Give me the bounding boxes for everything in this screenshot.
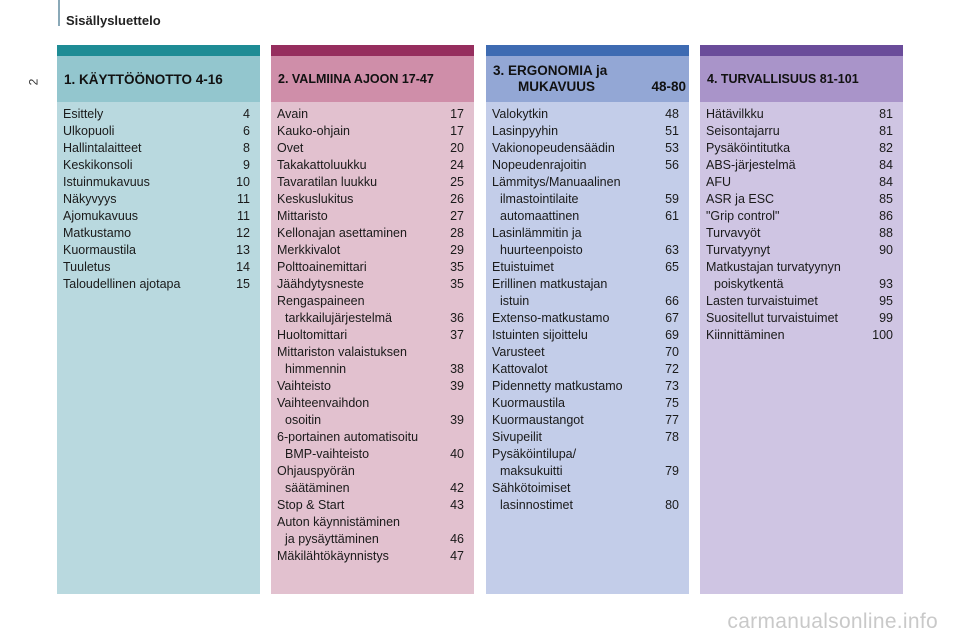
toc-entry-page: 85 xyxy=(879,192,893,206)
section-color-strip xyxy=(57,45,260,56)
toc-entry-page: 70 xyxy=(665,345,679,359)
toc-entry[interactable] xyxy=(277,327,464,344)
toc-entry-page: 28 xyxy=(450,226,464,240)
toc-entry-page: 73 xyxy=(665,379,679,393)
toc-entry-title: Lasten turvaistuimet xyxy=(706,294,818,308)
toc-entry[interactable] xyxy=(706,225,893,242)
toc-entry[interactable] xyxy=(706,157,893,174)
toc-entry[interactable] xyxy=(277,514,464,531)
toc-entry[interactable] xyxy=(492,191,679,208)
toc-entry-title: istuin xyxy=(500,294,530,308)
toc-entry-page: 4 xyxy=(243,107,250,121)
toc-entry-page: 59 xyxy=(665,192,679,206)
toc-entry-title: Keskuslukitus xyxy=(277,192,354,206)
toc-entry[interactable] xyxy=(492,106,679,123)
toc-entry[interactable] xyxy=(63,276,250,293)
toc-entry[interactable] xyxy=(492,327,679,344)
toc-entry-page: 63 xyxy=(665,243,679,257)
toc-entry[interactable] xyxy=(492,480,679,497)
toc-entry-page: 84 xyxy=(879,158,893,172)
toc-entry-page: 67 xyxy=(665,311,679,325)
toc-entry-title: Auton käynnistäminen xyxy=(277,515,400,529)
toc-entry-title: Lasinlämmitin ja xyxy=(492,226,582,240)
toc-entry-title: Matkustajan turvatyynyn xyxy=(706,260,841,274)
section-heading-line1: 3. ERGONOMIA ja xyxy=(493,63,608,78)
toc-entry-page: 65 xyxy=(665,260,679,274)
toc-entry-page: 35 xyxy=(450,277,464,291)
toc-entry[interactable] xyxy=(277,106,464,123)
toc-entry-page: 88 xyxy=(879,226,893,240)
toc-entry-title: Tuuletus xyxy=(63,260,111,274)
toc-entry[interactable] xyxy=(277,174,464,191)
toc-entry-page: 93 xyxy=(879,277,893,291)
toc-entry-page: 79 xyxy=(665,464,679,478)
toc-entry[interactable] xyxy=(63,174,250,191)
toc-entry-title: Hallintalaitteet xyxy=(63,141,142,155)
toc-entry[interactable] xyxy=(706,327,893,344)
toc-entry-page: 48 xyxy=(665,107,679,121)
toc-entry-page: 72 xyxy=(665,362,679,376)
toc-entry-title: Mäkilähtökäynnistys xyxy=(277,549,389,563)
page-number: 2 xyxy=(26,78,41,86)
toc-entry[interactable] xyxy=(277,140,464,157)
toc-entry[interactable] xyxy=(63,140,250,157)
section-color-strip xyxy=(700,45,903,56)
toc-entry[interactable] xyxy=(63,225,250,242)
toc-entry[interactable] xyxy=(492,378,679,395)
toc-entry-page: 46 xyxy=(450,532,464,546)
toc-entry-title: Kellonajan asettaminen xyxy=(277,226,407,240)
toc-entry-title: Varusteet xyxy=(492,345,545,359)
toc-entry-title: Istuinten sijoittelu xyxy=(492,328,588,342)
toc-entry[interactable] xyxy=(277,276,464,293)
toc-entry[interactable] xyxy=(277,378,464,395)
toc-entry-page: 11 xyxy=(237,209,250,223)
toc-entry[interactable] xyxy=(492,395,679,412)
toc-entry-page: 47 xyxy=(450,549,464,563)
section-ergonomia xyxy=(486,45,689,594)
toc-entry-title: Lasinpyyhin xyxy=(492,124,559,138)
toc-entry-page: 20 xyxy=(450,141,464,155)
page-title: Sisällysluettelo xyxy=(66,13,161,28)
toc-entry-title: Ohjauspyörän xyxy=(277,464,355,478)
toc-entry-title: Esittely xyxy=(63,107,104,121)
toc-entry-title: Suositellut turvaistuimet xyxy=(706,311,839,325)
toc-entry[interactable] xyxy=(277,157,464,174)
section-heading-line2 xyxy=(493,79,686,95)
toc-entry-title: Tavaratilan luukku xyxy=(277,175,378,189)
toc-entry[interactable] xyxy=(277,310,464,327)
toc-entry[interactable] xyxy=(277,429,464,446)
toc-entry-page: 27 xyxy=(450,209,464,223)
toc-entry[interactable] xyxy=(277,497,464,514)
toc-entry-title: Keskikonsoli xyxy=(63,158,133,172)
toc-entry[interactable] xyxy=(706,140,893,157)
toc-entry-title: lasinnostimet xyxy=(500,498,573,512)
toc-entry[interactable] xyxy=(492,242,679,259)
section-heading[interactable]: 4. TURVALLISUUS 81-101 xyxy=(700,56,903,102)
toc-entry[interactable] xyxy=(277,361,464,378)
toc-entry-page: 25 xyxy=(450,175,464,189)
toc-entry-page: 10 xyxy=(236,175,250,189)
toc-entry-title: Sähkötoimiset xyxy=(492,481,571,495)
toc-entry-title: huurteenpoisto xyxy=(500,243,583,257)
toc-entry[interactable] xyxy=(277,242,464,259)
toc-entry-page: 100 xyxy=(872,328,893,342)
toc-entry-title: Extenso-matkustamo xyxy=(492,311,610,325)
toc-entry[interactable] xyxy=(492,344,679,361)
toc-entry-title: BMP-vaihteisto xyxy=(285,447,370,461)
toc-entry[interactable] xyxy=(492,123,679,140)
toc-entry-title: Kiinnittäminen xyxy=(706,328,785,342)
toc-entry-page: 24 xyxy=(450,158,464,172)
toc-entry-title: AFU xyxy=(706,175,731,189)
toc-entry-title: maksukuitti xyxy=(500,464,563,478)
toc-entry-page: 82 xyxy=(879,141,893,155)
section-heading-range: 48-80 xyxy=(651,79,686,94)
toc-entry-title: Huoltomittari xyxy=(277,328,348,342)
toc-entry[interactable] xyxy=(277,531,464,548)
toc-entry-title: Mittaristo xyxy=(277,209,328,223)
toc-entry-title: Pysäköintilupa/ xyxy=(492,447,577,461)
toc-entry-page: 53 xyxy=(665,141,679,155)
toc-entry[interactable] xyxy=(63,157,250,174)
toc-entry-title: Erillinen matkustajan xyxy=(492,277,608,291)
toc-entry-page: 14 xyxy=(236,260,250,274)
toc-entry-title: Ovet xyxy=(277,141,304,155)
toc-entry-title: ilmastointilaite xyxy=(500,192,579,206)
toc-entry[interactable] xyxy=(492,140,679,157)
toc-entry-page: 81 xyxy=(879,124,893,138)
toc-entry[interactable] xyxy=(63,106,250,123)
toc-entry[interactable] xyxy=(63,123,250,140)
section-heading-title: MUKAVUUS xyxy=(518,79,595,94)
section-heading[interactable] xyxy=(486,56,689,102)
toc-entry[interactable] xyxy=(277,208,464,225)
toc-entry-title: Vakionopeudensäädin xyxy=(492,141,615,155)
toc-entry-title: Vaihteenvaihdon xyxy=(277,396,370,410)
toc-entry[interactable] xyxy=(706,123,893,140)
section-color-strip xyxy=(486,45,689,56)
toc-entry-page: 17 xyxy=(450,107,464,121)
toc-entry-page: 61 xyxy=(665,209,679,223)
toc-entry-page: 66 xyxy=(665,294,679,308)
toc-entry-title: Pysäköintitutka xyxy=(706,141,791,155)
toc-entry-title: Ajomukavuus xyxy=(63,209,139,223)
toc-entry-page: 12 xyxy=(236,226,250,240)
toc-entry-page: 26 xyxy=(450,192,464,206)
toc-entry[interactable] xyxy=(492,497,679,514)
toc-entry[interactable] xyxy=(277,123,464,140)
toc-entry[interactable] xyxy=(277,344,464,361)
toc-entry-page: 77 xyxy=(665,413,679,427)
toc-entry[interactable] xyxy=(706,106,893,123)
toc-entry-title: Stop & Start xyxy=(277,498,345,512)
toc-entry-title: Jäähdytysneste xyxy=(277,277,364,291)
toc-entry-title: ASR ja ESC xyxy=(706,192,775,206)
toc-entry-page: 84 xyxy=(879,175,893,189)
toc-list xyxy=(57,102,260,594)
toc-entry-page: 80 xyxy=(665,498,679,512)
toc-entry-title: tarkkailujärjestelmä xyxy=(285,311,392,325)
toc-entry-page: 13 xyxy=(236,243,250,257)
toc-entry-page: 17 xyxy=(450,124,464,138)
toc-entry-page: 39 xyxy=(450,413,464,427)
toc-entry-page: 51 xyxy=(665,124,679,138)
toc-entry-title: Pidennetty matkustamo xyxy=(492,379,623,393)
toc-list xyxy=(271,102,474,594)
toc-entry-title: Avain xyxy=(277,107,309,121)
toc-entry[interactable] xyxy=(277,446,464,463)
toc-entry-title: Polttoainemittari xyxy=(277,260,367,274)
toc-entry-page: 6 xyxy=(243,124,250,138)
toc-entry[interactable] xyxy=(706,293,893,310)
toc-entry[interactable] xyxy=(492,276,679,293)
toc-entry[interactable] xyxy=(492,361,679,378)
toc-entry-page: 75 xyxy=(665,396,679,410)
toc-entry[interactable] xyxy=(277,412,464,429)
toc-entry[interactable] xyxy=(492,412,679,429)
toc-entry-page: 11 xyxy=(237,192,250,206)
toc-entry-title: Mittariston valaistuksen xyxy=(277,345,407,359)
toc-entry[interactable] xyxy=(492,310,679,327)
toc-entry-page: 8 xyxy=(243,141,250,155)
toc-entry-page: 90 xyxy=(879,243,893,257)
toc-entry-page: 43 xyxy=(450,498,464,512)
toc-entry[interactable] xyxy=(63,242,250,259)
toc-entry-page: 29 xyxy=(450,243,464,257)
toc-list xyxy=(486,102,689,594)
toc-entry-page: 39 xyxy=(450,379,464,393)
toc-entry-title: 6-portainen automatisoitu xyxy=(277,430,419,444)
toc-entry-title: Istuinmukavuus xyxy=(63,175,150,189)
toc-entry[interactable] xyxy=(63,191,250,208)
toc-entry[interactable] xyxy=(492,429,679,446)
toc-entry-title: Vaihteisto xyxy=(277,379,331,393)
header-rule xyxy=(58,0,60,26)
toc-entry[interactable] xyxy=(706,208,893,225)
toc-entry[interactable] xyxy=(706,259,893,276)
toc-entry[interactable] xyxy=(492,446,679,463)
toc-entry[interactable] xyxy=(492,174,679,191)
toc-entry-title: Etuistuimet xyxy=(492,260,554,274)
toc-entry-page: 56 xyxy=(665,158,679,172)
toc-entry-title: Kauko-ohjain xyxy=(277,124,350,138)
toc-entry-title: himmennin xyxy=(285,362,347,376)
toc-entry-title: "Grip control" xyxy=(706,209,780,223)
toc-entry-page: 69 xyxy=(665,328,679,342)
toc-entry[interactable] xyxy=(706,174,893,191)
toc-entry-page: 81 xyxy=(879,107,893,121)
toc-entry[interactable] xyxy=(492,259,679,276)
toc-entry-title: Näkyvyys xyxy=(63,192,117,206)
section-heading[interactable]: 1. KÄYTTÖÖNOTTO 4-16 xyxy=(57,56,260,102)
toc-entry-page: 40 xyxy=(450,447,464,461)
toc-entry-page: 95 xyxy=(879,294,893,308)
toc-entry-title: Kuormaustangot xyxy=(492,413,584,427)
toc-entry-title: Kuormaustila xyxy=(63,243,136,257)
toc-entry[interactable] xyxy=(277,259,464,276)
section-kayttoonotto xyxy=(57,45,260,594)
toc-entry-title: Sivupeilit xyxy=(492,430,543,444)
toc-entry-title: säätäminen xyxy=(285,481,350,495)
toc-entry[interactable] xyxy=(277,293,464,310)
section-turvallisuus xyxy=(700,45,903,594)
toc-entry[interactable] xyxy=(492,208,679,225)
toc-entry-title: Lämmitys/Manuaalinen xyxy=(492,175,621,189)
toc-entry[interactable] xyxy=(277,225,464,242)
toc-entry-title: Ulkopuoli xyxy=(63,124,115,138)
toc-entry-title: Turvavyöt xyxy=(706,226,761,240)
toc-entry[interactable] xyxy=(277,395,464,412)
toc-entry[interactable] xyxy=(706,310,893,327)
toc-entry[interactable] xyxy=(706,276,893,293)
toc-entry-title: ABS-järjestelmä xyxy=(706,158,796,172)
toc-entry[interactable] xyxy=(706,242,893,259)
toc-entry[interactable] xyxy=(63,259,250,276)
toc-entry[interactable] xyxy=(492,293,679,310)
toc-entry-title: Turvatyynyt xyxy=(706,243,771,257)
toc-list xyxy=(700,102,903,594)
toc-entry-page: 86 xyxy=(879,209,893,223)
toc-entry-title: Taloudellinen ajotapa xyxy=(63,277,181,291)
toc-entry[interactable] xyxy=(492,157,679,174)
watermark: carmanualsonline.info xyxy=(727,610,938,633)
toc-entry-title: Valokytkin xyxy=(492,107,549,121)
toc-entry-title: osoitin xyxy=(285,413,322,427)
toc-entry-title: automaattinen xyxy=(500,209,580,223)
toc-entry-title: Nopeudenrajoitin xyxy=(492,158,587,172)
toc-entry[interactable] xyxy=(706,191,893,208)
toc-entry[interactable] xyxy=(277,480,464,497)
toc-entry-title: Matkustamo xyxy=(63,226,132,240)
section-color-strip xyxy=(271,45,474,56)
toc-entry-page: 36 xyxy=(450,311,464,325)
toc-entry-title: Seisontajarru xyxy=(706,124,780,138)
toc-entry-title: Rengaspaineen xyxy=(277,294,365,308)
toc-entry-title: Merkkivalot xyxy=(277,243,341,257)
toc-entry[interactable] xyxy=(492,225,679,242)
toc-entry[interactable] xyxy=(63,208,250,225)
toc-entry-page: 35 xyxy=(450,260,464,274)
toc-entry-page: 38 xyxy=(450,362,464,376)
toc-entry[interactable] xyxy=(277,548,464,565)
toc-entry-title: Kuormaustila xyxy=(492,396,565,410)
toc-entry[interactable] xyxy=(277,463,464,480)
toc-entry[interactable] xyxy=(277,191,464,208)
toc-entry-title: Kattovalot xyxy=(492,362,548,376)
toc-entry-title: Takakattoluukku xyxy=(277,158,367,172)
toc-entry-page: 99 xyxy=(879,311,893,325)
toc-entry-page: 42 xyxy=(450,481,464,495)
toc-entry-page: 9 xyxy=(243,158,250,172)
toc-entry-page: 37 xyxy=(450,328,464,342)
toc-entry-title: poiskytkentä xyxy=(714,277,784,291)
toc-entry-title: Hätävilkku xyxy=(706,107,764,121)
toc-entry[interactable] xyxy=(492,463,679,480)
toc-entry-page: 78 xyxy=(665,430,679,444)
section-heading[interactable]: 2. VALMIINA AJOON 17-47 xyxy=(271,56,474,102)
toc-entry-title: ja pysäyttäminen xyxy=(285,532,379,546)
toc-entry-page: 15 xyxy=(236,277,250,291)
section-valmiina-ajoon xyxy=(271,45,474,594)
